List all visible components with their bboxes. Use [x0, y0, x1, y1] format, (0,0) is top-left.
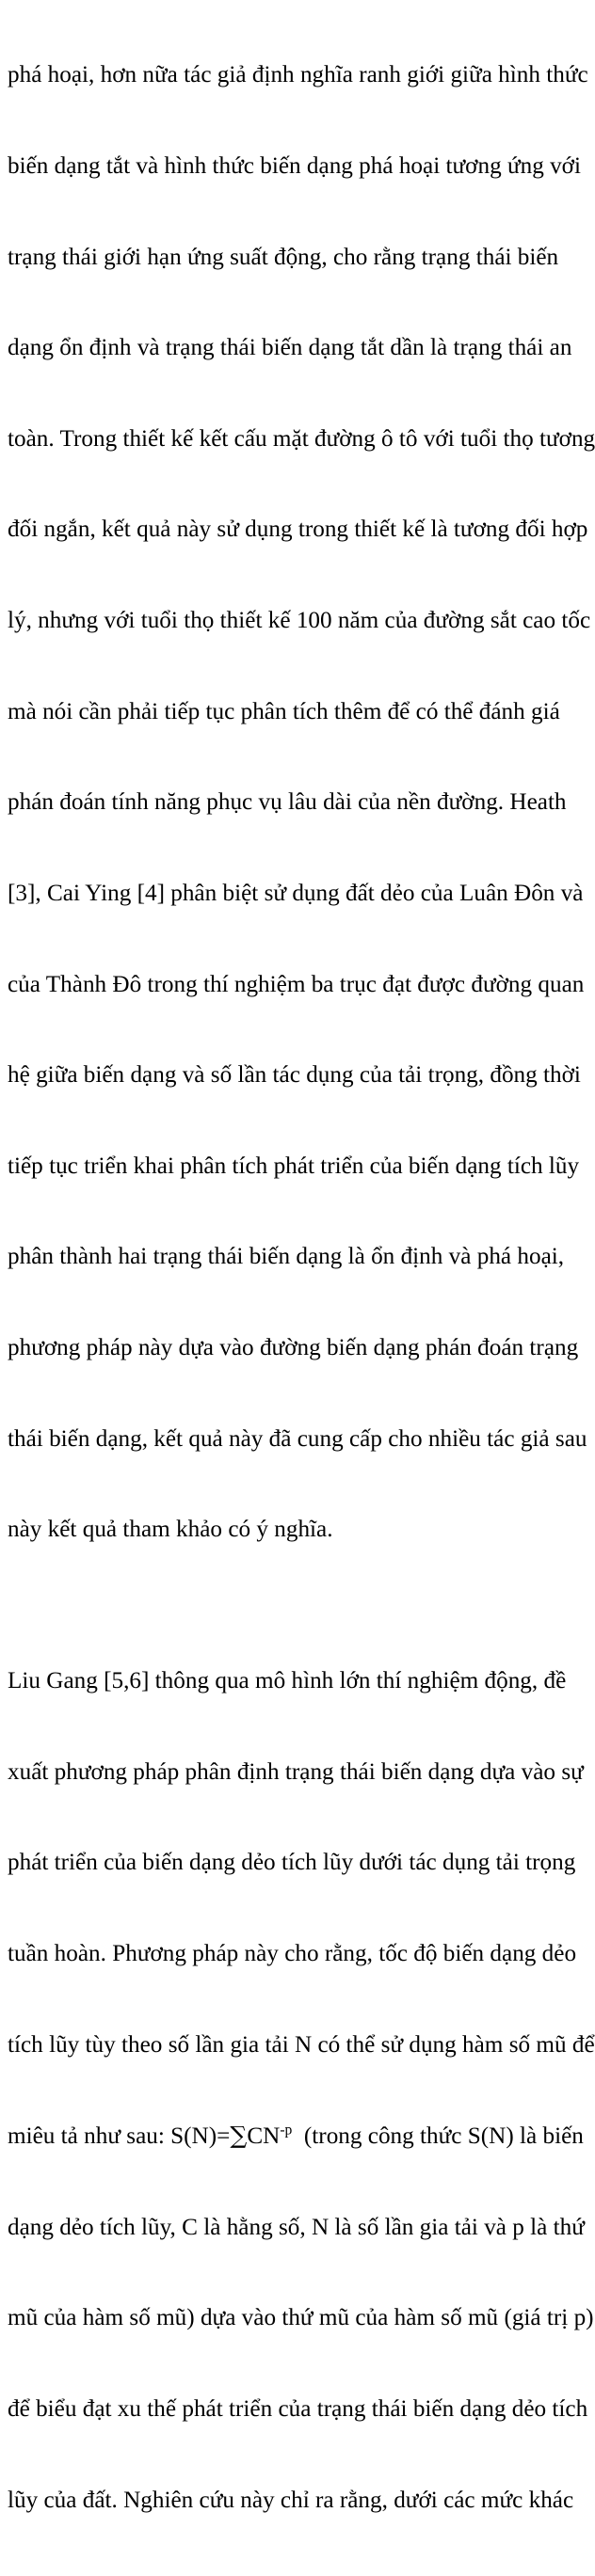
formula-prefix-text: miêu tả như sau: S(N)= [8, 2123, 231, 2150]
text-line: tích lũy tùy theo số lần gia tải N có thể sử dụng hàm số mũ để [8, 2031, 595, 2058]
text-line: thái biến dạng, kết quả này đã cung cấp cho nhiều tác giả sau [8, 1425, 587, 1452]
text-line: tiếp tục triển khai phân tích phát triển của biến dạng tích lũy [8, 1153, 580, 1179]
text-line: đối ngắn, kết quả này sử dụng trong thiết kế là tương đối hợp [8, 517, 588, 543]
text-line: biến dạng tắt và hình thức biến dạng phá hoại tương ứng với [8, 153, 582, 180]
paragraph-2 [8, 1606, 595, 2576]
text-line: xuất phương pháp phân định trạng thái biến dạng dựa vào sự [8, 1758, 584, 1785]
text-line: dạng ổn định và trạng thái biến dạng tắt dần là trạng thái an [8, 335, 572, 361]
text-line: dạng dẻo tích lũy, C là hằng số, N là số lần gia tải và p là thứ [8, 2214, 585, 2240]
formula-exponent: -p [280, 2122, 293, 2139]
text-line: Liu Gang [5,6] thông qua mô hình lớn thí nghiệm động, đề [8, 1668, 567, 1694]
text-line: lý, nhưng với tuổi thọ thiết kế 100 năm của đường sắt cao tốc [8, 608, 591, 634]
text-line: [3], Cai Ying [4] phân biệt sử dụng đất dẻo của Luân Đôn và [8, 880, 584, 906]
text-line: phát triển của biến dạng dẻo tích lũy dưới tác dụng tải trọng [8, 1850, 576, 1876]
formula-base: CN [247, 2123, 281, 2150]
formula-line [8, 2121, 584, 2152]
text-line: trạng thái giới hạn ứng suất động, cho rằng trạng thái biến [8, 244, 559, 270]
text-line: của Thành Đô trong thí nghiệm ba trục đạt được đường quan [8, 971, 585, 997]
text-line: phán đoán tính năng phục vụ lâu dài của nền đường. Heath [8, 789, 567, 816]
text-line: tuần hoàn. Phương pháp này cho rằng, tốc độ biến dạng dẻo [8, 1941, 577, 1966]
text-line: này kết quả tham khảo có ý nghĩa. [8, 1517, 333, 1543]
text-line: phá hoại, hơn nữa tác giả định nghĩa ranh giới giữa hình thức [8, 62, 588, 88]
summation-symbol: ∑ [230, 2122, 248, 2150]
text-line: phân thành hai trạng thái biến dạng là ổn định và phá hoại, [8, 1244, 565, 1270]
text-line: mũ của hàm số mũ) dựa vào thứ mũ của hàm số mũ (giá trị p) [8, 2305, 594, 2331]
text-line: hệ giữa biến dạng và số lần tác dụng của tải trọng, đồng thời [8, 1062, 581, 1089]
text-line: để biểu đạt xu thế phát triển của trạng thái biến dạng dẻo tích [8, 2396, 588, 2423]
text-line: toàn. Trong thiết kế kết cấu mặt đường ô tô với tuổi thọ tương [8, 425, 595, 452]
paragraph-1 [8, 0, 595, 1606]
text-line: phương pháp này dựa vào đường biến dạng phán đoán trạng [8, 1334, 579, 1360]
formula-suffix-text: (trong công thức S(N) là biến [292, 2123, 584, 2150]
text-line: lũy của đất. Nghiên cứu này chỉ ra rằng, dưới các mức khác [8, 2487, 574, 2513]
text-line: mà nói cần phải tiếp tục phân tích thêm để có thể đánh giá [8, 698, 560, 724]
